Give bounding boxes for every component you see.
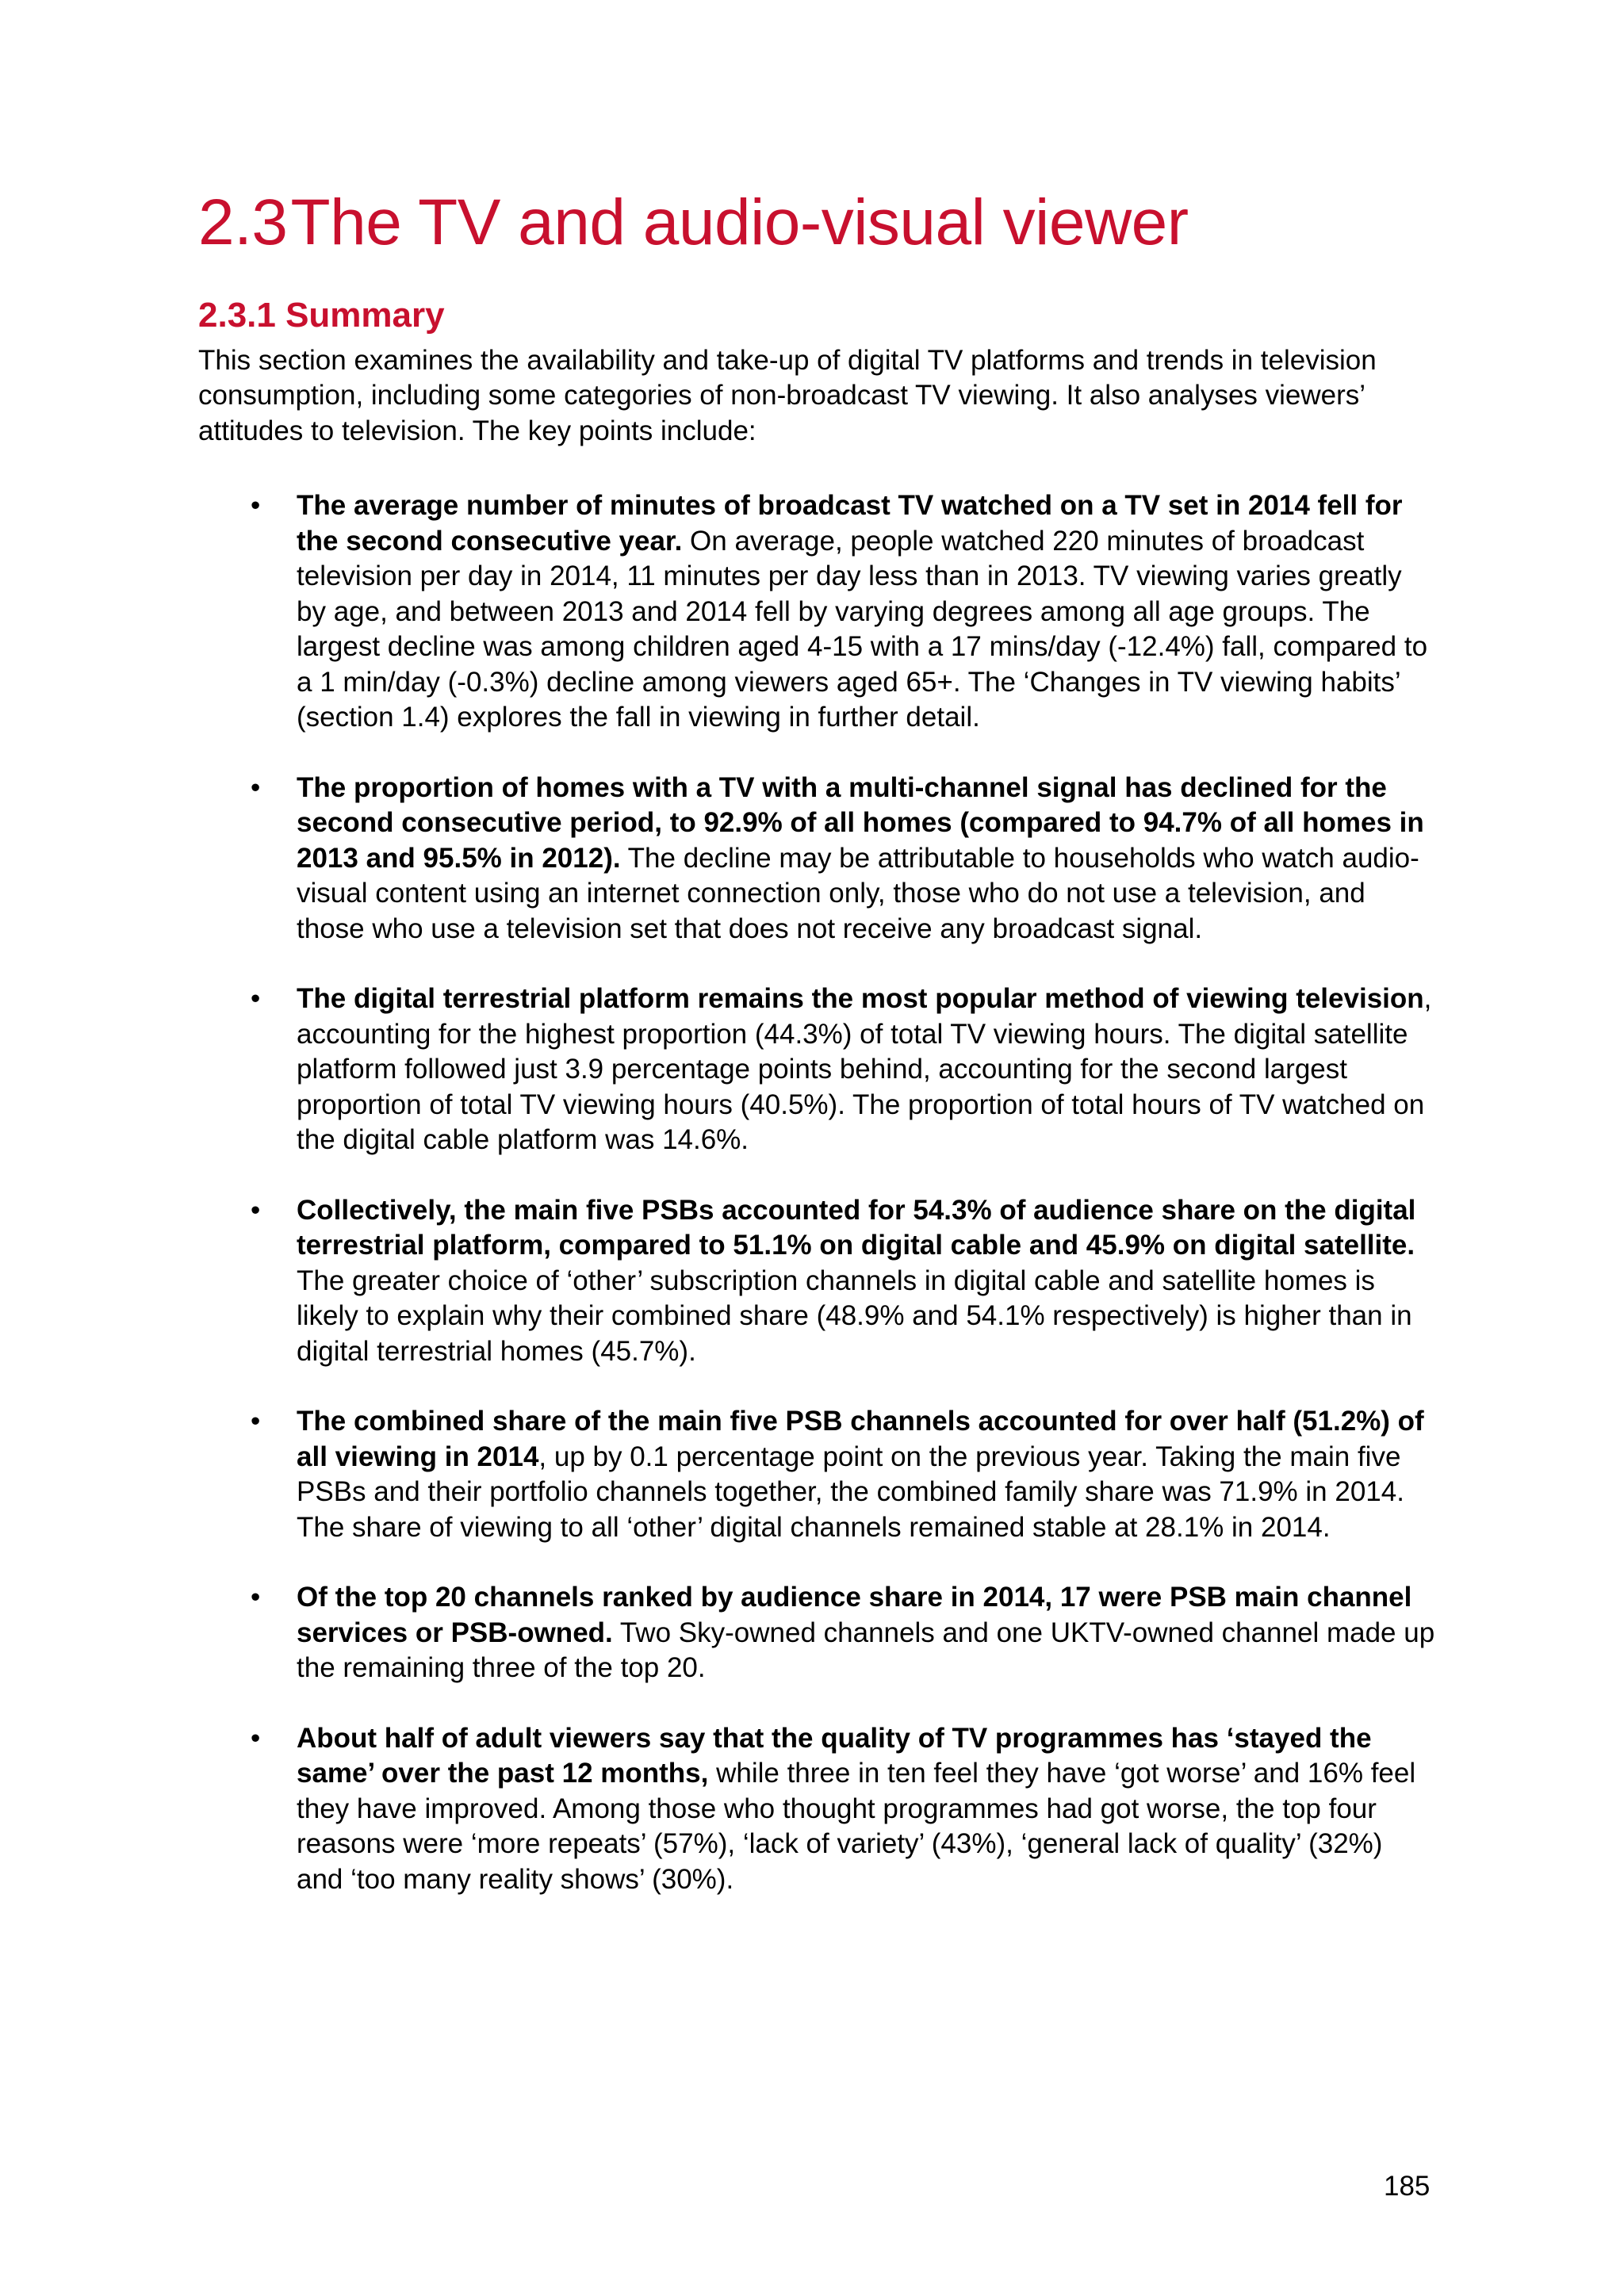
key-point-bold: The average number of minutes of broadcast TV watched on a TV set in 2014 fell for the second consecutive year.	[297, 490, 1403, 557]
key-point-7	[198, 1721, 1435, 1898]
key-point-text: On average, people watched 220 minutes of broadcast television per day in 2014, 11 minutes per day less than in 2013. TV viewing varies greatly by age, and between 2013 and 2014 fell by varying degrees among all age groups. The largest decline was among children aged 4-15 with a 17 mins/day (-12.4%) fall, compared to a 1 min/day (-0.3%) decline among viewers aged 65+. The ‘Changes in TV viewing habits’ (section 1.4) explores the fall in viewing in further detail.	[297, 525, 1428, 733]
key-points-list	[198, 488, 1435, 1897]
intro-paragraph: This section examines the availability and take-up of digital TV platforms and trends in television consumption, including some categories of non-broadcast TV viewing. It also analyses viewers’ attitudes to television. The key points include:	[198, 344, 1377, 446]
section-number: 2.3	[198, 186, 288, 258]
key-point-bold: The digital terrestrial platform remains the most popular method of viewing television	[297, 983, 1424, 1015]
bullet-icon: •	[251, 1582, 261, 1613]
key-point-text: , accounting for the highest proportion (44.3%) of total TV viewing hours. The digital satellite platform followed just 3.9 percentage points behind, accounting for the second largest proportion of total TV viewing hours (40.5%). The proportion of total hours of TV watched on the digital cable platform was 14.6%.	[297, 983, 1432, 1156]
page-content	[198, 186, 1435, 1932]
section-title: The TV and audio-visual viewer	[290, 186, 1189, 258]
key-point-bold: The proportion of homes with a TV with a multi-channel signal has declined for the second consecutive period, to 92.9% of all homes (compared to 94.7% of all homes in 2013 and 95.5% in 2012).	[297, 771, 1424, 874]
key-point-3	[198, 982, 1435, 1158]
key-point-bold: About half of adult viewers say that the quality of TV programmes has ‘stayed the same’ over the past 12 months,	[297, 1722, 1372, 1789]
bullet-icon: •	[251, 490, 261, 522]
bullet-icon: •	[251, 1194, 261, 1226]
key-point-text: The decline may be attributable to households who watch audio-visual content using an internet connection only, those who do not use a television, and those who use a television set that does not receive any broadcast signal.	[297, 842, 1419, 944]
key-point-text: while three in ten feel they have ‘got worse’ and 16% feel they have improved. Among those who thought programmes had got worse, the top four reasons were ‘more repeats’ (57%), ‘lack of variety’ (43%), ‘general lack of quality’ (32%) and ‘too many reality shows’ (30%).	[297, 1758, 1416, 1895]
key-point-5	[198, 1404, 1435, 1545]
bullet-icon: •	[251, 983, 261, 1015]
key-point-2	[198, 771, 1435, 947]
key-point-4	[198, 1193, 1435, 1370]
key-point-text: The greater choice of ‘other’ subscription channels in digital cable and satellite homes is likely to explain why their combined share (48.9% and 54.1% respectively) is higher than in digital terrestrial homes (45.7%).	[297, 1265, 1412, 1367]
key-point-bold: The combined share of the main five PSB channels accounted for over half (51.2%) of all viewing in 2014	[297, 1406, 1424, 1472]
key-point-1	[198, 488, 1435, 736]
key-point-6	[198, 1580, 1435, 1686]
bullet-icon: •	[251, 1722, 261, 1754]
key-point-bold: Collectively, the main five PSBs accounted for 54.3% of audience share on the digital terrestrial platform, compared to 51.1% on digital cable and 45.9% on digital satellite.	[297, 1194, 1416, 1261]
key-point-bold: Of the top 20 channels ranked by audience share in 2014, 17 were PSB main channel services or PSB-owned.	[297, 1582, 1412, 1648]
page-number: 185	[1384, 2171, 1431, 2202]
bullet-icon: •	[251, 771, 261, 803]
key-point-text: , up by 0.1 percentage point on the previous year. Taking the main five PSBs and their portfolio channels together, the combined family share was 71.9% in 2014. The share of viewing to all ‘other’ digital channels remained stable at 28.1% in 2014.	[297, 1441, 1404, 1543]
key-point-text: Two Sky-owned channels and one UKTV-owned channel made up the remaining three of the top 20.	[297, 1617, 1435, 1684]
subsection-heading: 2.3.1 Summary	[198, 296, 445, 335]
section-heading	[198, 186, 1435, 258]
bullet-icon: •	[251, 1406, 261, 1437]
